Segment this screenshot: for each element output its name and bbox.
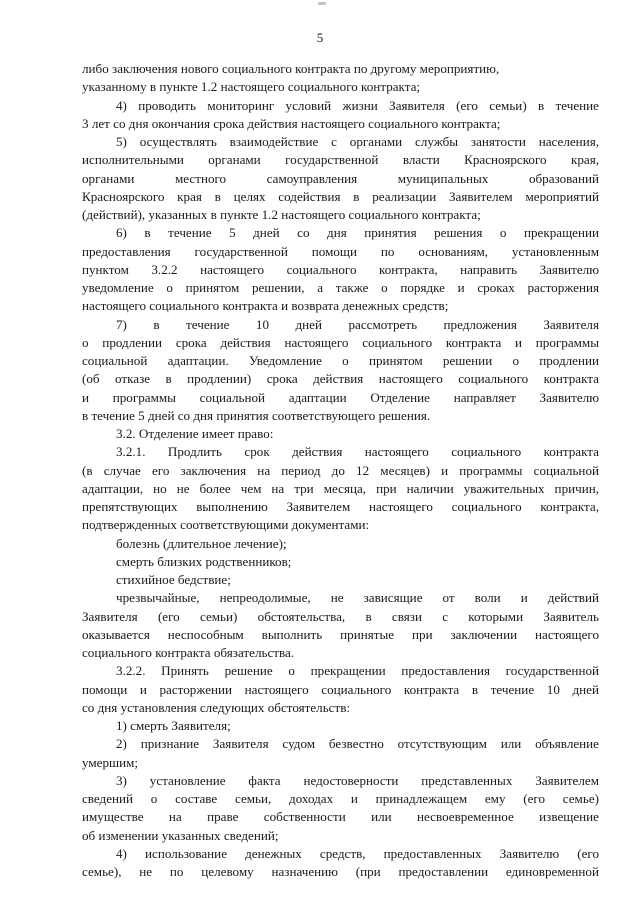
text-line: (действий), указанных в пункте 1.2 настоящего социального контракта;	[82, 207, 481, 222]
text-line: подтвержденных соответствующими документами:	[82, 517, 370, 533]
text-line: оказывается неспособным выполнить принятые при заключении настоящего	[82, 626, 599, 642]
text-line: 4) использование денежных средств, предоставленных Заявителю (его	[116, 845, 599, 861]
page-number: 5	[316, 30, 324, 45]
text-line: Красноярского края в целях содействия в реализации Заявителем мероприятий	[82, 188, 599, 204]
text-line: 3 лет со дня окончания срока действия настоящего социального контракта;	[82, 115, 501, 131]
text-line: либо заключения нового социального контракта по другому мероприятию,	[82, 61, 500, 76]
text-line: 3.2. Отделение имеет право:	[116, 426, 274, 441]
text-line: сведений о составе семьи, доходах и принадлежащем ему (его семье)	[82, 791, 599, 806]
text-line: 3.2.1. Продлить срок действия настоящего социального контракта	[116, 444, 599, 460]
text-line: 3) установление факта недостоверности представленных Заявителем	[116, 772, 599, 788]
text-line: адаптации, но не более чем на три месяца, при наличии уважительных причин,	[82, 480, 599, 496]
text-line: Заявителя (его семьи) обстоятельства, в связи с которыми Заявитель	[82, 608, 599, 624]
text-line: и программы социальной адаптации Отделение направляет Заявителю	[82, 389, 599, 405]
text-line: имуществе на праве собственности или несвоевременное извещение	[82, 809, 599, 825]
text-line: исполнительными органами государственной власти Красноярского края,	[82, 152, 599, 168]
text-line: пунктом 3.2.2 настоящего социального контракта, направить Заявителю	[82, 261, 599, 277]
text-line: настоящего социального контракта и возврата денежных средств;	[82, 298, 449, 314]
text-line: 5) осуществлять взаимодействие с органами службы занятости населения,	[116, 134, 599, 149]
text-line: о продлении срока действия настоящего социального контракта и программы	[82, 334, 599, 350]
text-line: об изменении указанных сведений;	[82, 827, 279, 843]
text-line: 6) в течение 5 дней со дня принятия решения о прекращении	[116, 225, 599, 241]
text-line: (в случае его заключения на период до 12 месяцев) и программы социальной	[82, 462, 599, 478]
body-text	[82, 60, 599, 881]
text-line: болезнь (длительное лечение);	[116, 535, 287, 551]
text-line: предоставления государственной помощи по основаниям, установленным	[82, 243, 599, 259]
scan-mark	[318, 2, 326, 5]
text-line: социальной адаптации. Уведомление о принятом решении о продлении	[82, 353, 599, 368]
text-line: препятствующих выполнению Заявителем настоящего социального контракта,	[82, 499, 599, 514]
text-line: семье), не по целевому назначению (при предоставлении единовременной	[82, 864, 599, 879]
text-line: в течение 5 дней со дня принятия соответствующего решения.	[82, 407, 431, 423]
text-line: 4) проводить мониторинг условий жизни Заявителя (его семьи) в течение	[116, 97, 599, 113]
text-line: 1) смерть Заявителя;	[116, 718, 231, 733]
text-line: 2) признание Заявителя судом безвестно отсутствующим или объявление	[116, 736, 599, 752]
text-line: стихийное бедствие;	[116, 572, 231, 587]
text-line: органами местного самоуправления муниципальных образований	[82, 170, 599, 186]
text-line: социального контракта обязательства.	[82, 645, 295, 660]
text-line: 7) в течение 10 дней рассмотреть предложения Заявителя	[116, 316, 599, 332]
text-line: умершим;	[82, 754, 139, 770]
text-line: указанному в пункте 1.2 настоящего социального контракта;	[82, 79, 421, 95]
text-line: помощи и расторжении настоящего социального контракта в течение 10 дней	[82, 681, 599, 697]
text-line: смерть близких родственников;	[116, 553, 292, 569]
text-line: (об отказе в продлении) срока действия настоящего социального контракта	[82, 371, 599, 387]
text-line: уведомление о принятом решении, а также о порядке и сроках расторжения	[82, 280, 599, 295]
text-line: со дня установления следующих обстоятельств:	[82, 699, 351, 715]
text-line: 3.2.2. Принять решение о прекращении предоставления государственной	[116, 663, 599, 679]
text-line: чрезвычайные, непреодолимые, не зависящие от воли и действий	[116, 590, 599, 606]
